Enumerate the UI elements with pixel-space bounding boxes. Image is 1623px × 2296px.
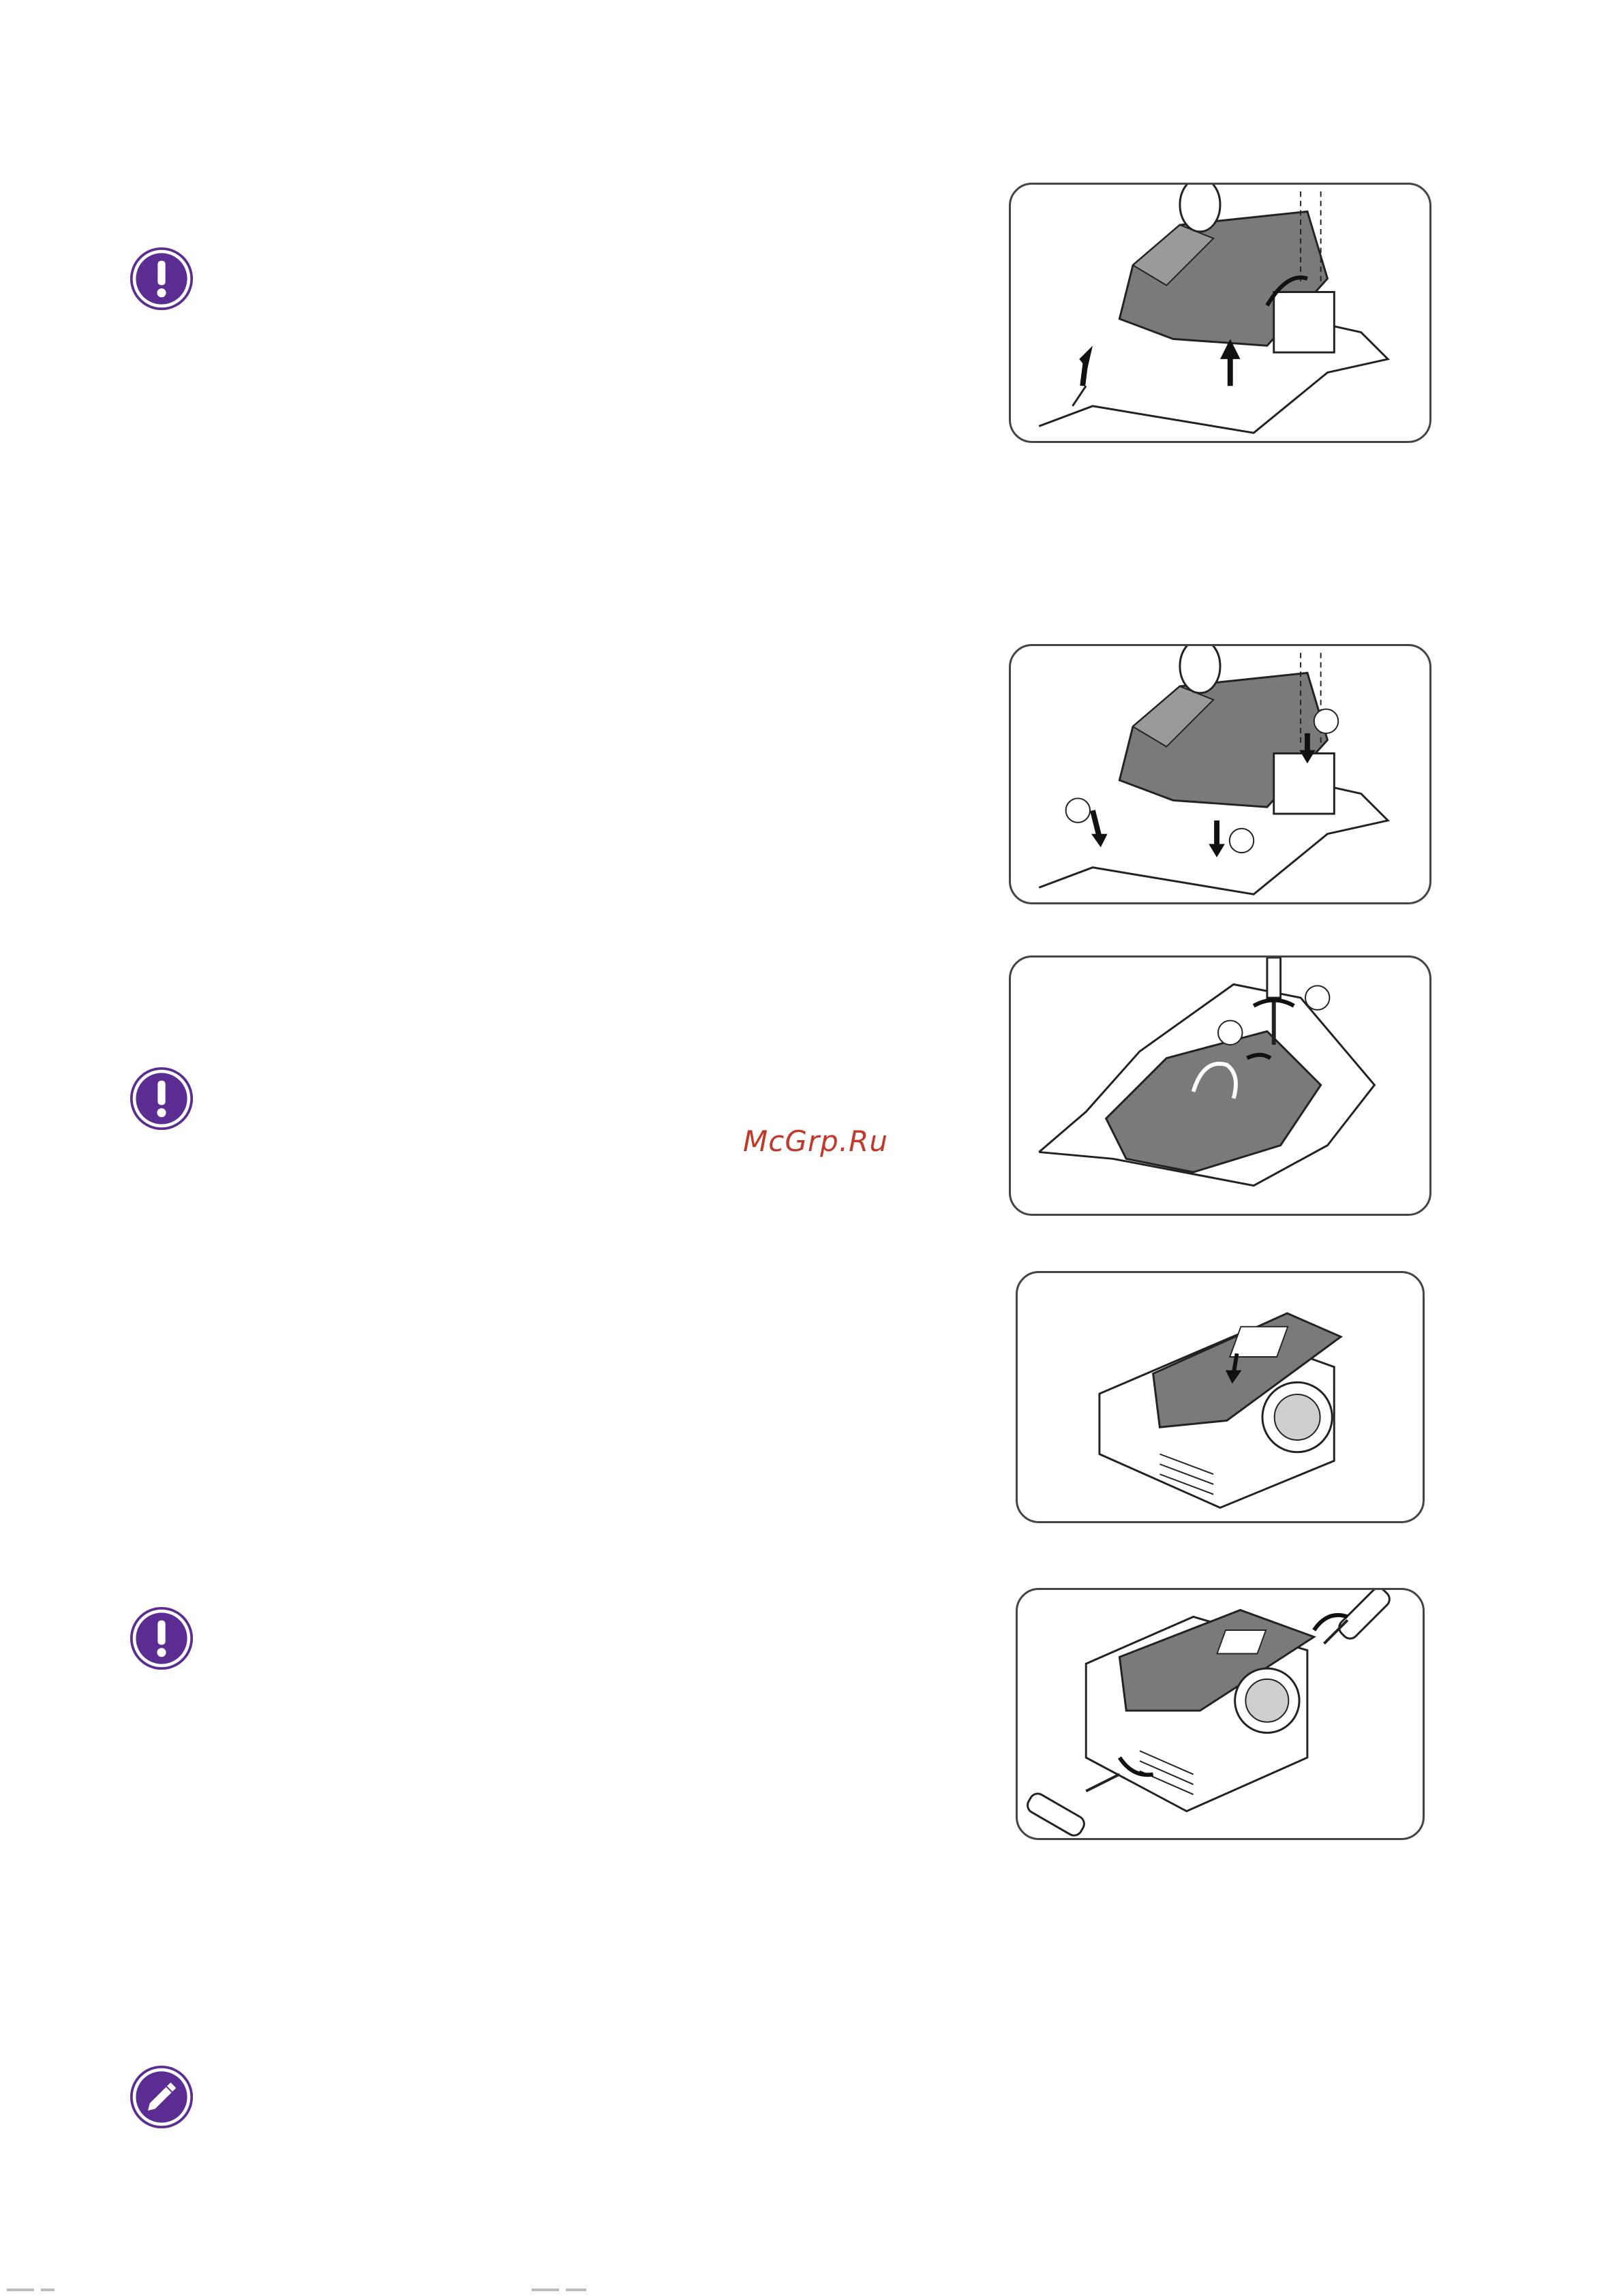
lamp-screw-drawing <box>1011 958 1429 1214</box>
lamp-removal-drawing <box>1011 185 1429 441</box>
exclamation-note-icon <box>130 1606 194 1670</box>
watermark: McGrp.Ru <box>743 1124 888 1158</box>
lamp-removal-illustration <box>1009 183 1431 443</box>
lamp-install-illustration <box>1009 644 1431 904</box>
exclamation-note-icon <box>130 1067 194 1131</box>
cover-screw-drawing <box>1018 1590 1423 1838</box>
lamp-screw-illustration <box>1009 955 1431 1216</box>
lamp-cover-illustration <box>1016 1271 1425 1523</box>
footer-marks <box>0 2284 1623 2296</box>
cover-screw-illustration <box>1016 1588 1425 1840</box>
exclamation-note-icon <box>130 247 194 311</box>
pencil-note-icon <box>130 2065 194 2129</box>
lamp-cover-drawing <box>1018 1273 1423 1521</box>
lamp-install-drawing <box>1011 646 1429 902</box>
